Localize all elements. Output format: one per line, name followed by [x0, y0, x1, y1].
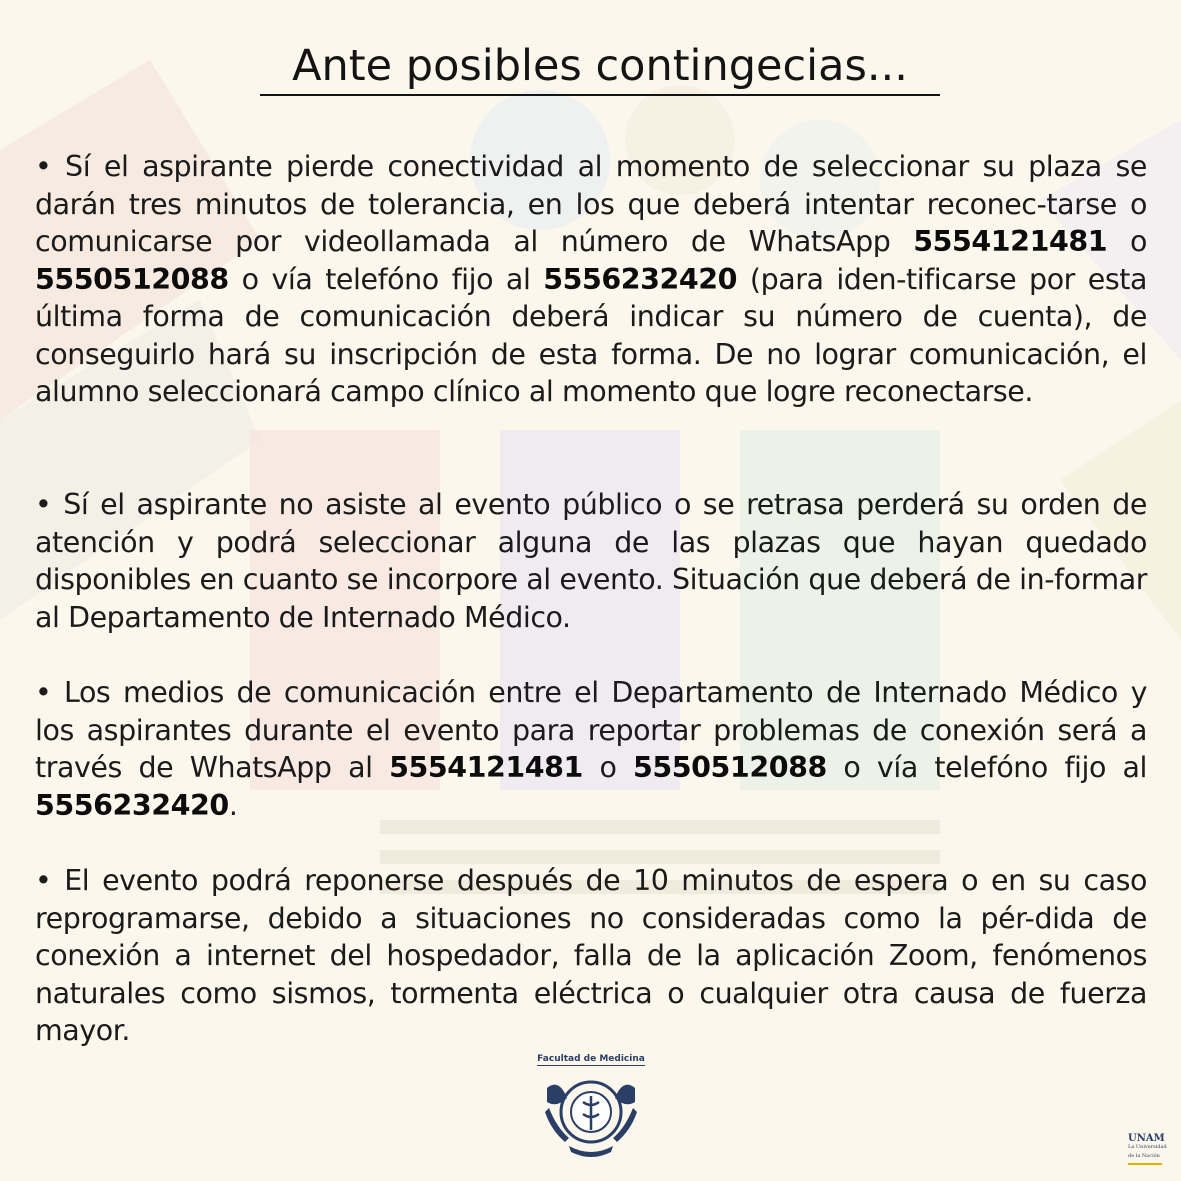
paragraph-absence [35, 486, 1147, 636]
paragraph-text: • Los medios de comunicación entre el Departamento de Internado Médico y los aspirantes durante el evento para reportar problemas de conexión será a través de WhatsApp al [35, 676, 1147, 784]
paragraph-communication-channels [35, 674, 1147, 824]
unam-corner-logo-line3: de la Nación [1128, 1153, 1160, 1159]
unam-corner-logo-line2: La Universidad [1128, 1144, 1167, 1150]
phone-number: 5550512088 [35, 262, 229, 296]
paragraph-text: • El evento podrá reponerse después de 10 minutos de espera o en su caso reprogramarse, debido a situaciones no consideradas como la pér-dida de conexión a internet del hospedador, falla de la aplicación Zoom, fenómenos naturales como sismos, tormenta eléctrica o cualquier otra causa de fuerza mayor. [35, 864, 1147, 1047]
unam-corner-logo-line1: UNAM [1128, 1133, 1165, 1144]
paragraph-text: • Sí el aspirante no asiste al evento público o se retrasa perderá su orden de atención y podrá seleccionar alguna de las plazas que hayan quedado disponibles en cuanto se incorpore al evento. Situación que deberá de in-formar al Departamento de Internado Médico. [35, 488, 1147, 634]
phone-number: 5556232420 [35, 788, 229, 822]
paragraph-text: o vía telefóno fijo al [228, 262, 544, 296]
paragraph-text: (para iden-tificarse por esta última forma de comunicación deberá indicar su número de cuenta), de conseguirlo hará su inscripción de esta forma. De no lograr comunicación, el alumno seleccionará campo clínico al momento que logre reconectarse. [35, 262, 1148, 408]
phone-number: 5554121481 [389, 751, 583, 784]
phone-number: 5554121481 [913, 225, 1108, 258]
paragraph-event-rescheduling [35, 862, 1147, 1050]
phone-number: 5550512088 [633, 751, 827, 784]
faculty-logo-label: Facultad de Medicina [537, 1054, 645, 1064]
page-title: Ante posibles contingecias... [260, 38, 940, 96]
paragraph-text: o [1107, 225, 1147, 258]
phone-number: 5556232420 [543, 262, 738, 296]
unam-corner-logo-icon [1128, 1163, 1162, 1165]
unam-medicine-seal-icon [539, 1068, 643, 1160]
paragraph-text: o vía telefóno fijo al [826, 751, 1147, 784]
paragraph-text: o [582, 751, 634, 784]
paragraph-text: • Sí el aspirante pierde conectividad al momento de seleccionar su plaza se darán tres minutos de tolerancia, en los que deberá intentar reconec-tarse o comunicarse por videollamada al número de WhatsApp [35, 150, 1147, 258]
unam-corner-logo [1128, 1134, 1168, 1166]
paragraph-connectivity-loss [35, 148, 1147, 411]
paragraph-text: . [228, 788, 238, 822]
faculty-logo [536, 1046, 646, 1156]
